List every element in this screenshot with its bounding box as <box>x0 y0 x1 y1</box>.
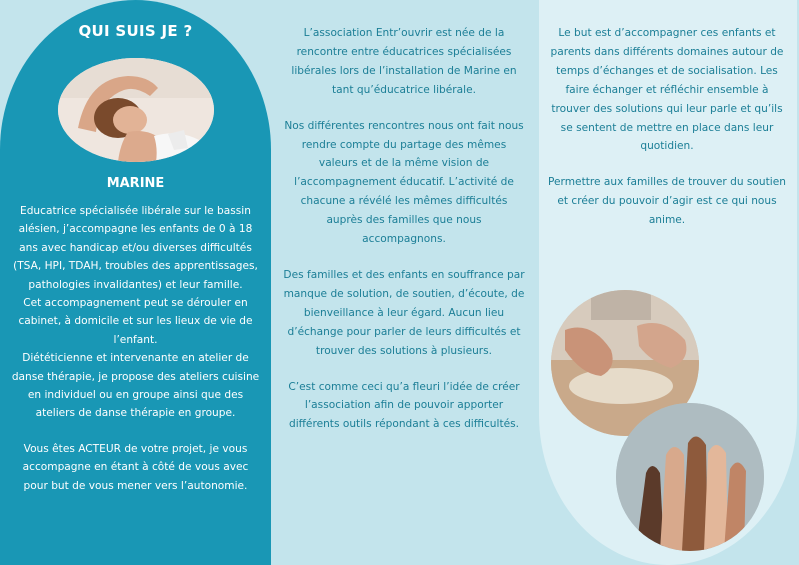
goal-text <box>547 24 787 247</box>
about-paragraph-actor: Vous êtes ACTEUR de votre projet, je vous accompagne en étant à côté de vous avec pour but de vous mener vers l’autonomie. <box>22 442 249 492</box>
association-paragraph-idea: C’est comme ceci qu’a fleuri l’idée de créer l’association afin de pouvoir apporter différents outils répondant à ces difficultés. <box>288 380 520 431</box>
association-paragraph-needs: Des familles et des enfants en souffrance par manque de solution, de soutien, d’écoute, de bienveillance à leur égard. Aucun lieu d’échange pour parler de leurs difficultés et trouver des solutions à plusieurs. <box>283 268 525 357</box>
paragraph-spacer <box>10 423 261 440</box>
about-title: QUI SUIS JE ? <box>78 22 193 40</box>
goal-paragraph-accompany: Le but est d’accompagner ces enfants et parents dans différents domaines autour de temps d’échanges et de socialisation. Les faire échanger et réfléchir ensemble à trouver des solutions qui leur parle et qu’ils se sentent de mettre en place dans leur quotidien. <box>550 27 784 153</box>
goal-paragraph-empower: Permettre aux familles de trouver du soutien et créer du pouvoir d’agir est ce qui nous anime. <box>548 176 786 227</box>
about-paragraph-location: Cet accompagnement peut se dérouler en cabinet, à domicile et sur les lieux de vie de l’enfant. <box>18 297 253 346</box>
stacked-hands-photo <box>616 403 764 551</box>
portrait-photo <box>58 58 214 162</box>
name-heading: MARINE <box>106 176 165 191</box>
association-paragraph-origin: L’association Entr’ouvrir est née de la rencontre entre éducatrices spécialisées libérales lors de l’installation de Marine en tant qu’éducatrice libérale. <box>291 27 517 96</box>
association-paragraph-values: Nos différentes rencontres nous ont fait nous rendre compte du partage des mêmes valeurs et de la même vision de l’accompagnement éducatif. L’activité de chacune a révélé les mêmes difficultés auprès des familles que nous accompagnons. <box>284 119 524 246</box>
about-text <box>10 202 261 495</box>
about-paragraph-intro: Educatrice spécialisée libérale sur le bassin alésien, j’accompagne les enfants de 0 à 18 ans avec handicap et/ou diverses difficultés (TSA, HPI, TDAH, troubles des apprentissages, pathologies invalidantes) et leur famille. <box>13 205 258 291</box>
about-panel <box>0 0 271 565</box>
association-panel <box>271 0 537 565</box>
about-paragraph-workshops: Diététicienne et intervenante en atelier de danse thérapie, je propose des ateliers cuisine en individuel ou en groupe ainsi que des ateliers de danse thérapie en groupe. <box>11 352 260 420</box>
association-text <box>283 24 525 451</box>
